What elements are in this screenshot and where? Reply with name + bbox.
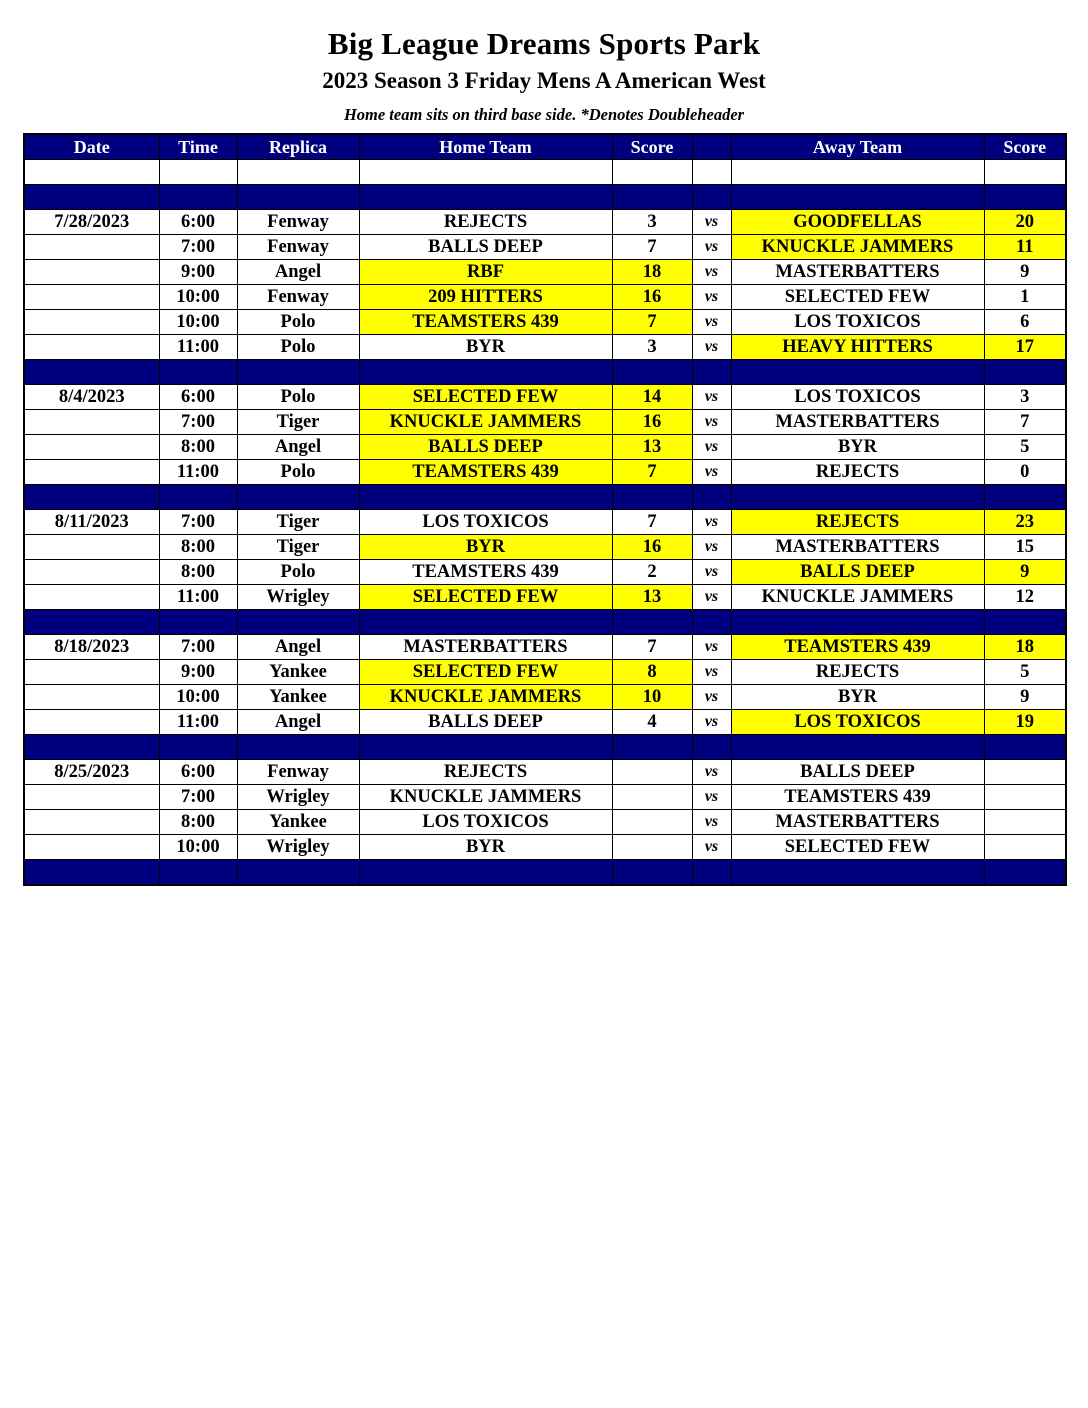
game-time: 9:00 [159,260,237,285]
home-score: 18 [612,260,692,285]
separator-cell [24,610,159,635]
separator-cell [612,610,692,635]
home-team-note: Home team sits on third base side. *Denotes Doubleheader [343,105,745,124]
game-replica-field: Tiger [237,535,359,560]
separator-cell [731,735,984,760]
week-separator-row [24,185,1066,210]
away-score [984,785,1066,810]
vs-label: vs [692,460,731,485]
home-score [612,785,692,810]
separator-cell [159,735,237,760]
separator-cell [984,735,1066,760]
game-date-empty [24,585,159,610]
game-row [24,435,1066,460]
game-replica-field: Wrigley [237,585,359,610]
away-score: 6 [984,310,1066,335]
game-time: 8:00 [159,560,237,585]
away-score: 7 [984,410,1066,435]
blank-cell [692,160,731,185]
vs-label: vs [692,410,731,435]
home-score: 3 [612,335,692,360]
away-score: 17 [984,335,1066,360]
separator-cell [692,485,731,510]
home-score: 10 [612,685,692,710]
game-row [24,585,1066,610]
separator-cell [731,185,984,210]
home-team: REJECTS [359,210,612,235]
separator-cell [237,185,359,210]
game-replica-field: Fenway [237,285,359,310]
separator-cell [984,860,1066,886]
separator-cell [612,185,692,210]
game-replica-field: Yankee [237,660,359,685]
game-date-empty [24,660,159,685]
away-team: MASTERBATTERS [731,410,984,435]
away-team: GOODFELLAS [731,210,984,235]
away-team: BALLS DEEP [731,560,984,585]
away-score: 18 [984,635,1066,660]
game-date-empty [24,460,159,485]
separator-cell [692,360,731,385]
game-time: 7:00 [159,510,237,535]
home-team: LOS TOXICOS [359,510,612,535]
game-date-empty [24,535,159,560]
away-team: KNUCKLE JAMMERS [731,235,984,260]
game-date-empty [24,310,159,335]
separator-cell [359,485,612,510]
col-header-home-score: Score [612,134,692,160]
home-score: 13 [612,585,692,610]
blank-cell [731,160,984,185]
game-replica-field: Polo [237,460,359,485]
game-row [24,410,1066,435]
game-replica-field: Fenway [237,210,359,235]
away-team: SELECTED FEW [731,835,984,860]
home-team: TEAMSTERS 439 [359,460,612,485]
game-time: 8:00 [159,535,237,560]
separator-cell [359,735,612,760]
game-time: 7:00 [159,785,237,810]
col-header-away-team: Away Team [731,134,984,160]
away-team: TEAMSTERS 439 [731,785,984,810]
week-separator-row [24,735,1066,760]
separator-cell [359,185,612,210]
separator-cell [237,860,359,886]
game-row [24,785,1066,810]
vs-label: vs [692,660,731,685]
separator-cell [237,360,359,385]
away-team: REJECTS [731,660,984,685]
separator-cell [237,485,359,510]
game-date-empty [24,785,159,810]
vs-label: vs [692,210,731,235]
vs-label: vs [692,585,731,610]
col-header-home-team: Home Team [359,134,612,160]
game-date-empty [24,410,159,435]
game-row [24,835,1066,860]
away-team: SELECTED FEW [731,285,984,310]
game-date-empty [24,810,159,835]
home-score: 16 [612,535,692,560]
home-team: TEAMSTERS 439 [359,560,612,585]
schedule-body [24,160,1066,886]
away-team: MASTERBATTERS [731,535,984,560]
vs-label: vs [692,385,731,410]
separator-cell [692,185,731,210]
col-header-vs [692,134,731,160]
separator-cell [984,360,1066,385]
home-score: 2 [612,560,692,585]
home-team: LOS TOXICOS [359,810,612,835]
home-score: 7 [612,510,692,535]
week-separator-row [24,610,1066,635]
game-time: 6:00 [159,210,237,235]
home-team: REJECTS [359,760,612,785]
home-team: KNUCKLE JAMMERS [359,410,612,435]
col-header-time: Time [159,134,237,160]
table-header-row [24,134,1066,160]
away-team: TEAMSTERS 439 [731,635,984,660]
vs-label: vs [692,785,731,810]
home-team: MASTERBATTERS [359,635,612,660]
separator-cell [612,860,692,886]
game-date-empty [24,685,159,710]
home-team: BALLS DEEP [359,435,612,460]
away-team: REJECTS [731,460,984,485]
home-score: 7 [612,460,692,485]
game-replica-field: Polo [237,310,359,335]
separator-cell [24,735,159,760]
home-score [612,810,692,835]
separator-cell [692,610,731,635]
game-time: 8:00 [159,810,237,835]
home-score: 4 [612,710,692,735]
separator-cell [984,610,1066,635]
game-time: 7:00 [159,235,237,260]
home-team: KNUCKLE JAMMERS [359,785,612,810]
blank-row [24,160,1066,185]
separator-cell [692,860,731,886]
away-score: 23 [984,510,1066,535]
game-time: 11:00 [159,585,237,610]
game-date-empty [24,260,159,285]
separator-cell [159,860,237,886]
game-time: 8:00 [159,435,237,460]
game-row [24,260,1066,285]
separator-cell [731,860,984,886]
game-row [24,385,1066,410]
home-team: BYR [359,335,612,360]
game-row [24,510,1066,535]
game-replica-field: Tiger [237,410,359,435]
game-replica-field: Angel [237,635,359,660]
home-score: 13 [612,435,692,460]
home-score [612,835,692,860]
separator-cell [731,485,984,510]
game-time: 11:00 [159,460,237,485]
game-time: 10:00 [159,685,237,710]
game-time: 11:00 [159,335,237,360]
game-replica-field: Polo [237,560,359,585]
week-separator-row [24,860,1066,886]
schedule-table [23,133,1067,886]
vs-label: vs [692,535,731,560]
away-score: 9 [984,560,1066,585]
game-time: 10:00 [159,835,237,860]
away-score [984,835,1066,860]
col-header-date: Date [24,134,159,160]
separator-cell [984,185,1066,210]
game-row [24,460,1066,485]
away-score: 12 [984,585,1066,610]
vs-label: vs [692,335,731,360]
separator-cell [24,360,159,385]
vs-label: vs [692,510,731,535]
page-subtitle: 2023 Season 3 Friday Mens A American West [322,68,766,93]
away-team: BYR [731,685,984,710]
game-date-empty [24,560,159,585]
game-row [24,285,1066,310]
away-team: BYR [731,435,984,460]
home-team: RBF [359,260,612,285]
vs-label: vs [692,760,731,785]
game-row [24,235,1066,260]
home-team: BYR [359,535,612,560]
home-score: 14 [612,385,692,410]
separator-cell [359,360,612,385]
home-team: KNUCKLE JAMMERS [359,685,612,710]
home-score: 3 [612,210,692,235]
vs-label: vs [692,260,731,285]
game-replica-field: Angel [237,710,359,735]
home-score: 7 [612,310,692,335]
blank-cell [237,160,359,185]
week-separator-row [24,485,1066,510]
separator-cell [731,360,984,385]
game-replica-field: Fenway [237,760,359,785]
game-date: 8/25/2023 [24,760,159,785]
home-team: BALLS DEEP [359,710,612,735]
blank-cell [359,160,612,185]
away-score: 1 [984,285,1066,310]
game-date-empty [24,285,159,310]
game-row [24,560,1066,585]
home-team: BALLS DEEP [359,235,612,260]
game-replica-field: Angel [237,260,359,285]
game-date-empty [24,710,159,735]
vs-label: vs [692,685,731,710]
home-score: 7 [612,635,692,660]
game-row [24,710,1066,735]
col-header-replica: Replica [237,134,359,160]
home-score: 7 [612,235,692,260]
away-score: 9 [984,260,1066,285]
separator-cell [984,485,1066,510]
game-date-empty [24,835,159,860]
home-score: 16 [612,410,692,435]
vs-label: vs [692,285,731,310]
home-score [612,760,692,785]
away-team: REJECTS [731,510,984,535]
game-replica-field: Polo [237,385,359,410]
separator-cell [692,735,731,760]
home-team: SELECTED FEW [359,660,612,685]
vs-label: vs [692,810,731,835]
game-date: 8/18/2023 [24,635,159,660]
separator-cell [159,185,237,210]
separator-cell [612,485,692,510]
home-team: SELECTED FEW [359,585,612,610]
game-time: 7:00 [159,635,237,660]
separator-cell [159,610,237,635]
away-score: 5 [984,660,1066,685]
vs-label: vs [692,235,731,260]
game-replica-field: Yankee [237,685,359,710]
separator-cell [237,735,359,760]
game-time: 11:00 [159,710,237,735]
blank-cell [984,160,1066,185]
separator-cell [612,735,692,760]
home-team: TEAMSTERS 439 [359,310,612,335]
away-team: KNUCKLE JAMMERS [731,585,984,610]
home-team: 209 HITTERS [359,285,612,310]
home-score: 16 [612,285,692,310]
game-date-empty [24,435,159,460]
game-time: 10:00 [159,285,237,310]
separator-cell [159,360,237,385]
blank-cell [612,160,692,185]
game-time: 10:00 [159,310,237,335]
game-replica-field: Wrigley [237,785,359,810]
game-date-empty [24,235,159,260]
game-date-empty [24,335,159,360]
away-score: 20 [984,210,1066,235]
away-score: 3 [984,385,1066,410]
vs-label: vs [692,635,731,660]
game-row [24,660,1066,685]
home-team: SELECTED FEW [359,385,612,410]
separator-cell [359,860,612,886]
game-time: 6:00 [159,385,237,410]
week-separator-row [24,360,1066,385]
separator-cell [159,485,237,510]
game-time: 7:00 [159,410,237,435]
away-score: 15 [984,535,1066,560]
game-time: 9:00 [159,660,237,685]
vs-label: vs [692,835,731,860]
page-title: Big League Dreams Sports Park [327,26,761,61]
game-replica-field: Wrigley [237,835,359,860]
game-date: 8/11/2023 [24,510,159,535]
separator-cell [359,610,612,635]
game-replica-field: Tiger [237,510,359,535]
game-row [24,210,1066,235]
vs-label: vs [692,435,731,460]
game-replica-field: Polo [237,335,359,360]
away-team: MASTERBATTERS [731,810,984,835]
game-replica-field: Yankee [237,810,359,835]
away-score: 0 [984,460,1066,485]
away-team: HEAVY HITTERS [731,335,984,360]
blank-cell [24,160,159,185]
away-score: 11 [984,235,1066,260]
away-score [984,810,1066,835]
away-team: MASTERBATTERS [731,260,984,285]
game-row [24,335,1066,360]
vs-label: vs [692,560,731,585]
away-team: LOS TOXICOS [731,310,984,335]
blank-cell [159,160,237,185]
separator-cell [612,360,692,385]
home-score: 8 [612,660,692,685]
game-replica-field: Fenway [237,235,359,260]
col-header-away-score: Score [984,134,1066,160]
game-row [24,635,1066,660]
game-time: 6:00 [159,760,237,785]
away-score: 5 [984,435,1066,460]
away-team: BALLS DEEP [731,760,984,785]
game-date: 8/4/2023 [24,385,159,410]
away-score [984,760,1066,785]
game-replica-field: Angel [237,435,359,460]
separator-cell [237,610,359,635]
separator-cell [731,610,984,635]
separator-cell [24,485,159,510]
away-team: LOS TOXICOS [731,710,984,735]
away-score: 9 [984,685,1066,710]
game-row [24,310,1066,335]
game-date: 7/28/2023 [24,210,159,235]
game-row [24,535,1066,560]
game-row [24,685,1066,710]
separator-cell [24,185,159,210]
away-team: LOS TOXICOS [731,385,984,410]
game-row [24,810,1066,835]
separator-cell [24,860,159,886]
vs-label: vs [692,710,731,735]
away-score: 19 [984,710,1066,735]
game-row [24,760,1066,785]
vs-label: vs [692,310,731,335]
home-team: BYR [359,835,612,860]
